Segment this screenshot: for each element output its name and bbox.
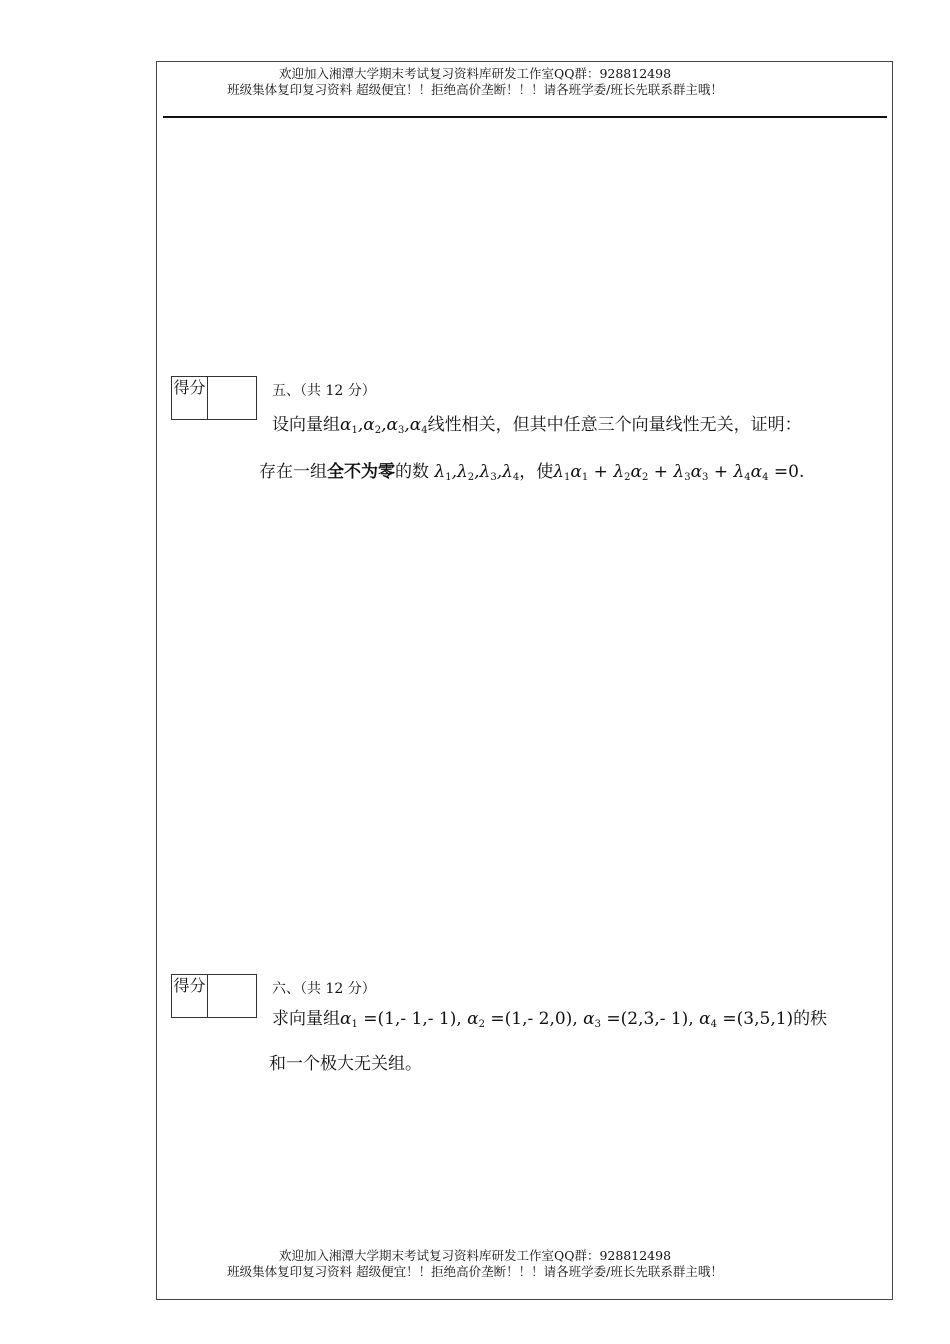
- q5-end: .: [798, 462, 805, 482]
- q5-line2-c: ，使: [519, 462, 554, 482]
- q6-prefix: 求向量组: [272, 1009, 340, 1029]
- score-entry: [208, 975, 256, 1017]
- header-rule: [163, 116, 887, 118]
- q5-lambdas: $\lambda_1,\lambda_2,\lambda_3,\lambda_4$: [429, 462, 520, 483]
- q5-equation: $\lambda_1\alpha_1 + \lambda_2\alpha_2 + \lambda_3\alpha_3 + \lambda_4\alpha_4 =0$: [553, 462, 799, 483]
- q5-line2-a: 存在一组: [259, 462, 327, 482]
- footer-line-2: 班级集体复印复习资料 超级便宜！！拒绝高价垄断！！！请各班学委/班长先联系群主哦！: [227, 1264, 723, 1279]
- header-line-2: 班级集体复印复习资料 超级便宜！！拒绝高价垄断！！！请各班学委/班长先联系群主哦！: [227, 82, 723, 97]
- alpha-4: $\alpha_4$: [699, 1009, 717, 1030]
- score-box-q6: [171, 974, 257, 1018]
- q6-suffix: 的秩: [793, 1009, 828, 1029]
- alpha-2: $\alpha_2$: [467, 1009, 485, 1030]
- page-frame: [156, 61, 893, 1300]
- q6-a3-value: =(2,3,- 1): [606, 1009, 689, 1029]
- q5-mid: 线性相关，但其中任意三个向量线性无关，证明：: [427, 415, 802, 435]
- footer-line-1: 欢迎加入湘潭大学期末考试复习资料库研发工作室QQ群：928812498: [278, 1248, 672, 1263]
- score-entry: [208, 377, 256, 419]
- q5-eq-rhs: =0: [773, 462, 799, 482]
- q5-line-2: [259, 457, 804, 483]
- q5-title: 五、（共 12 分）: [272, 383, 376, 399]
- score-box-q5: [171, 376, 257, 420]
- q5-emphasis: 全不为零: [327, 462, 395, 482]
- q5-line2-b: 的数: [395, 462, 429, 482]
- alpha-1: $\alpha_1$: [340, 1009, 358, 1030]
- q6-a2-value: =(1,- 2,0): [490, 1009, 573, 1029]
- header-line-1: 欢迎加入湘潭大学期末考试复习资料库研发工作室QQ群：928812498: [278, 66, 672, 81]
- q5-line-1: [272, 410, 802, 436]
- q6-line-1: 求向量组$\alpha_1 =(1,-$ 1,- 1), $\alpha_2 =(1,-$ 2,0), $\alpha_3 =(2,3,-$ 1), $\alpha_4 =(3,5,1)$的秩: [272, 1009, 828, 1030]
- page-footer: [0, 1248, 950, 1280]
- alpha-3: $\alpha_3$: [583, 1009, 601, 1030]
- q5-vectors: $\alpha_1,\alpha_2,\alpha_3,\alpha_4$: [340, 415, 428, 436]
- q6-a4-value: =(3,5,1): [722, 1009, 794, 1029]
- q6-line-2: 和一个极大无关组。: [269, 1054, 422, 1074]
- q6-a1-value: =(1,- 1,- 1): [363, 1009, 457, 1029]
- q6-title: 六、（共 12 分）: [272, 981, 376, 997]
- score-label: 得分: [172, 377, 208, 419]
- page-header: [0, 66, 950, 98]
- score-label: 得分: [172, 975, 208, 1017]
- q5-prefix: 设向量组: [272, 415, 340, 435]
